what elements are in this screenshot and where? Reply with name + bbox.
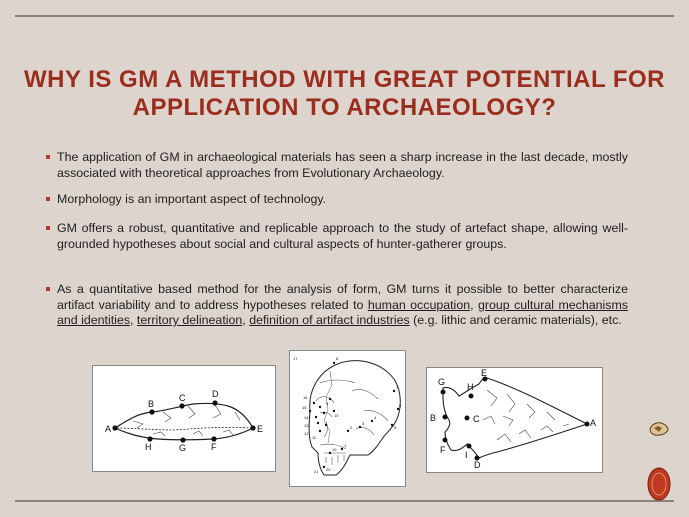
- skull-label-1: 1: [344, 443, 347, 448]
- link-territory-delineation[interactable]: territory delineation: [136, 313, 243, 328]
- bullet4-sep1: ,: [470, 297, 478, 312]
- title-line-2: APPLICATION TO ARCHAEOLOGY?: [132, 94, 557, 121]
- label-d: D: [212, 389, 219, 399]
- landmark-e: [250, 425, 255, 430]
- skull-label-2: 2: [350, 425, 353, 430]
- bullet-text-3: GM offers a robust, quantitative and replicable approach to the study of artefact shape, allowing well-grounded hypotheses about social and cultural aspects of hunter-gatherer groups.: [57, 221, 628, 251]
- bullet-text-4: [46, 282, 628, 329]
- point-label-f: F: [440, 445, 446, 455]
- landmark-d: [212, 400, 217, 405]
- skull-label-13: 13: [304, 423, 309, 428]
- point-landmark-c: [465, 416, 470, 421]
- bullet-item-1: [46, 150, 628, 181]
- point-label-b: B: [430, 413, 437, 423]
- bullet-item-2: [46, 192, 628, 208]
- landmark-a: [112, 425, 117, 430]
- link-group-cultural-mechanisms[interactable]: group cultural mechanisms and identities: [57, 297, 628, 328]
- label-h: H: [145, 442, 152, 452]
- skull-drawing: [290, 351, 405, 486]
- point-label-c: C: [473, 414, 480, 424]
- top-rule: [15, 15, 674, 17]
- bullet-square-icon: [46, 287, 50, 291]
- bullet-square-icon: [46, 226, 50, 230]
- skull-label-16: 16: [303, 395, 308, 400]
- point-label-h: H: [467, 382, 474, 392]
- skull-label-8: 8: [336, 356, 339, 361]
- skull-label-6: 6: [399, 403, 402, 408]
- point-landmark-b: [443, 415, 448, 420]
- bullet-text-1: The application of GM in archaeological materials has seen a sharp increase in the last decade, mostly associated with theoretical approaches from Evolutionary Archaeology.: [57, 150, 628, 180]
- ceramic-vessel-icon: [646, 466, 672, 502]
- label-c: C: [179, 393, 186, 403]
- figure-projectile-point: [426, 367, 603, 473]
- bullet4-intro: As a quantitative based method for the analysis of form, GM turns it possible to better characterize artifact variability and to address hypotheses related to: [57, 282, 628, 312]
- point-label-e: E: [481, 368, 488, 378]
- point-label-d: D: [474, 460, 481, 470]
- point-landmark-h: [469, 394, 474, 399]
- skull-label-17: 17: [293, 356, 298, 361]
- point-landmark-i: [467, 444, 472, 449]
- label-f: F: [211, 442, 217, 452]
- label-b: B: [148, 399, 155, 409]
- skull-label-21: 21: [314, 469, 319, 474]
- lithic-blade-drawing: [93, 366, 275, 471]
- skull-label-15: 15: [302, 405, 307, 410]
- bullet4-sep3: ,: [242, 313, 250, 328]
- figure-skull: [289, 350, 406, 487]
- skull-label-7: 7: [396, 385, 399, 390]
- skull-label-5: 5: [394, 425, 397, 430]
- link-definition-of-artifact-industries[interactable]: definition of artifact industries: [249, 313, 410, 328]
- point-label-i: I: [465, 450, 468, 460]
- point-label-g: G: [438, 377, 446, 387]
- point-label-a: A: [590, 418, 597, 428]
- landmark-f: [211, 436, 216, 441]
- skull-label-10: 10: [334, 413, 339, 418]
- landmark-b: [149, 409, 154, 414]
- artifact-thumbnail-icon: [648, 420, 670, 438]
- title-line-1: WHY IS GM A METHOD WITH GREAT POTENTIAL FOR: [23, 66, 666, 93]
- point-landmark-g: [441, 390, 446, 395]
- bullet-item-3: [46, 221, 628, 252]
- skull-label-11: 11: [312, 435, 317, 440]
- landmark-h: [147, 436, 152, 441]
- bullet-item-4: [46, 282, 628, 329]
- bullet-square-icon: [46, 197, 50, 201]
- landmark-g: [180, 437, 185, 442]
- label-a: A: [105, 424, 112, 434]
- point-landmark-a: [585, 422, 590, 427]
- projectile-point-drawing: [427, 368, 602, 472]
- label-e: E: [257, 424, 264, 434]
- skull-label-20: 20: [326, 467, 331, 472]
- skull-label-9: 9: [326, 401, 329, 406]
- skull-label-14: 14: [304, 415, 309, 420]
- skull-label-12: 12: [304, 431, 309, 436]
- slide-title: [20, 66, 669, 122]
- skull-label-4: 4: [374, 415, 377, 420]
- landmark-c: [179, 403, 184, 408]
- bullet-text-2: Morphology is an important aspect of technology.: [57, 192, 327, 206]
- skull-label-3: 3: [362, 421, 365, 426]
- bullet-square-icon: [46, 155, 50, 159]
- point-landmark-f: [443, 438, 448, 443]
- skull-label-19: 19: [332, 447, 337, 452]
- bottom-rule: [15, 500, 674, 502]
- bullet4-outro: (e.g. lithic and ceramic materials), etc.: [409, 313, 622, 328]
- bullet4-sep2: ,: [130, 313, 137, 328]
- figure-lithic-blade: [92, 365, 276, 472]
- label-g: G: [179, 443, 187, 453]
- link-human-occupation[interactable]: human occupation: [367, 297, 471, 312]
